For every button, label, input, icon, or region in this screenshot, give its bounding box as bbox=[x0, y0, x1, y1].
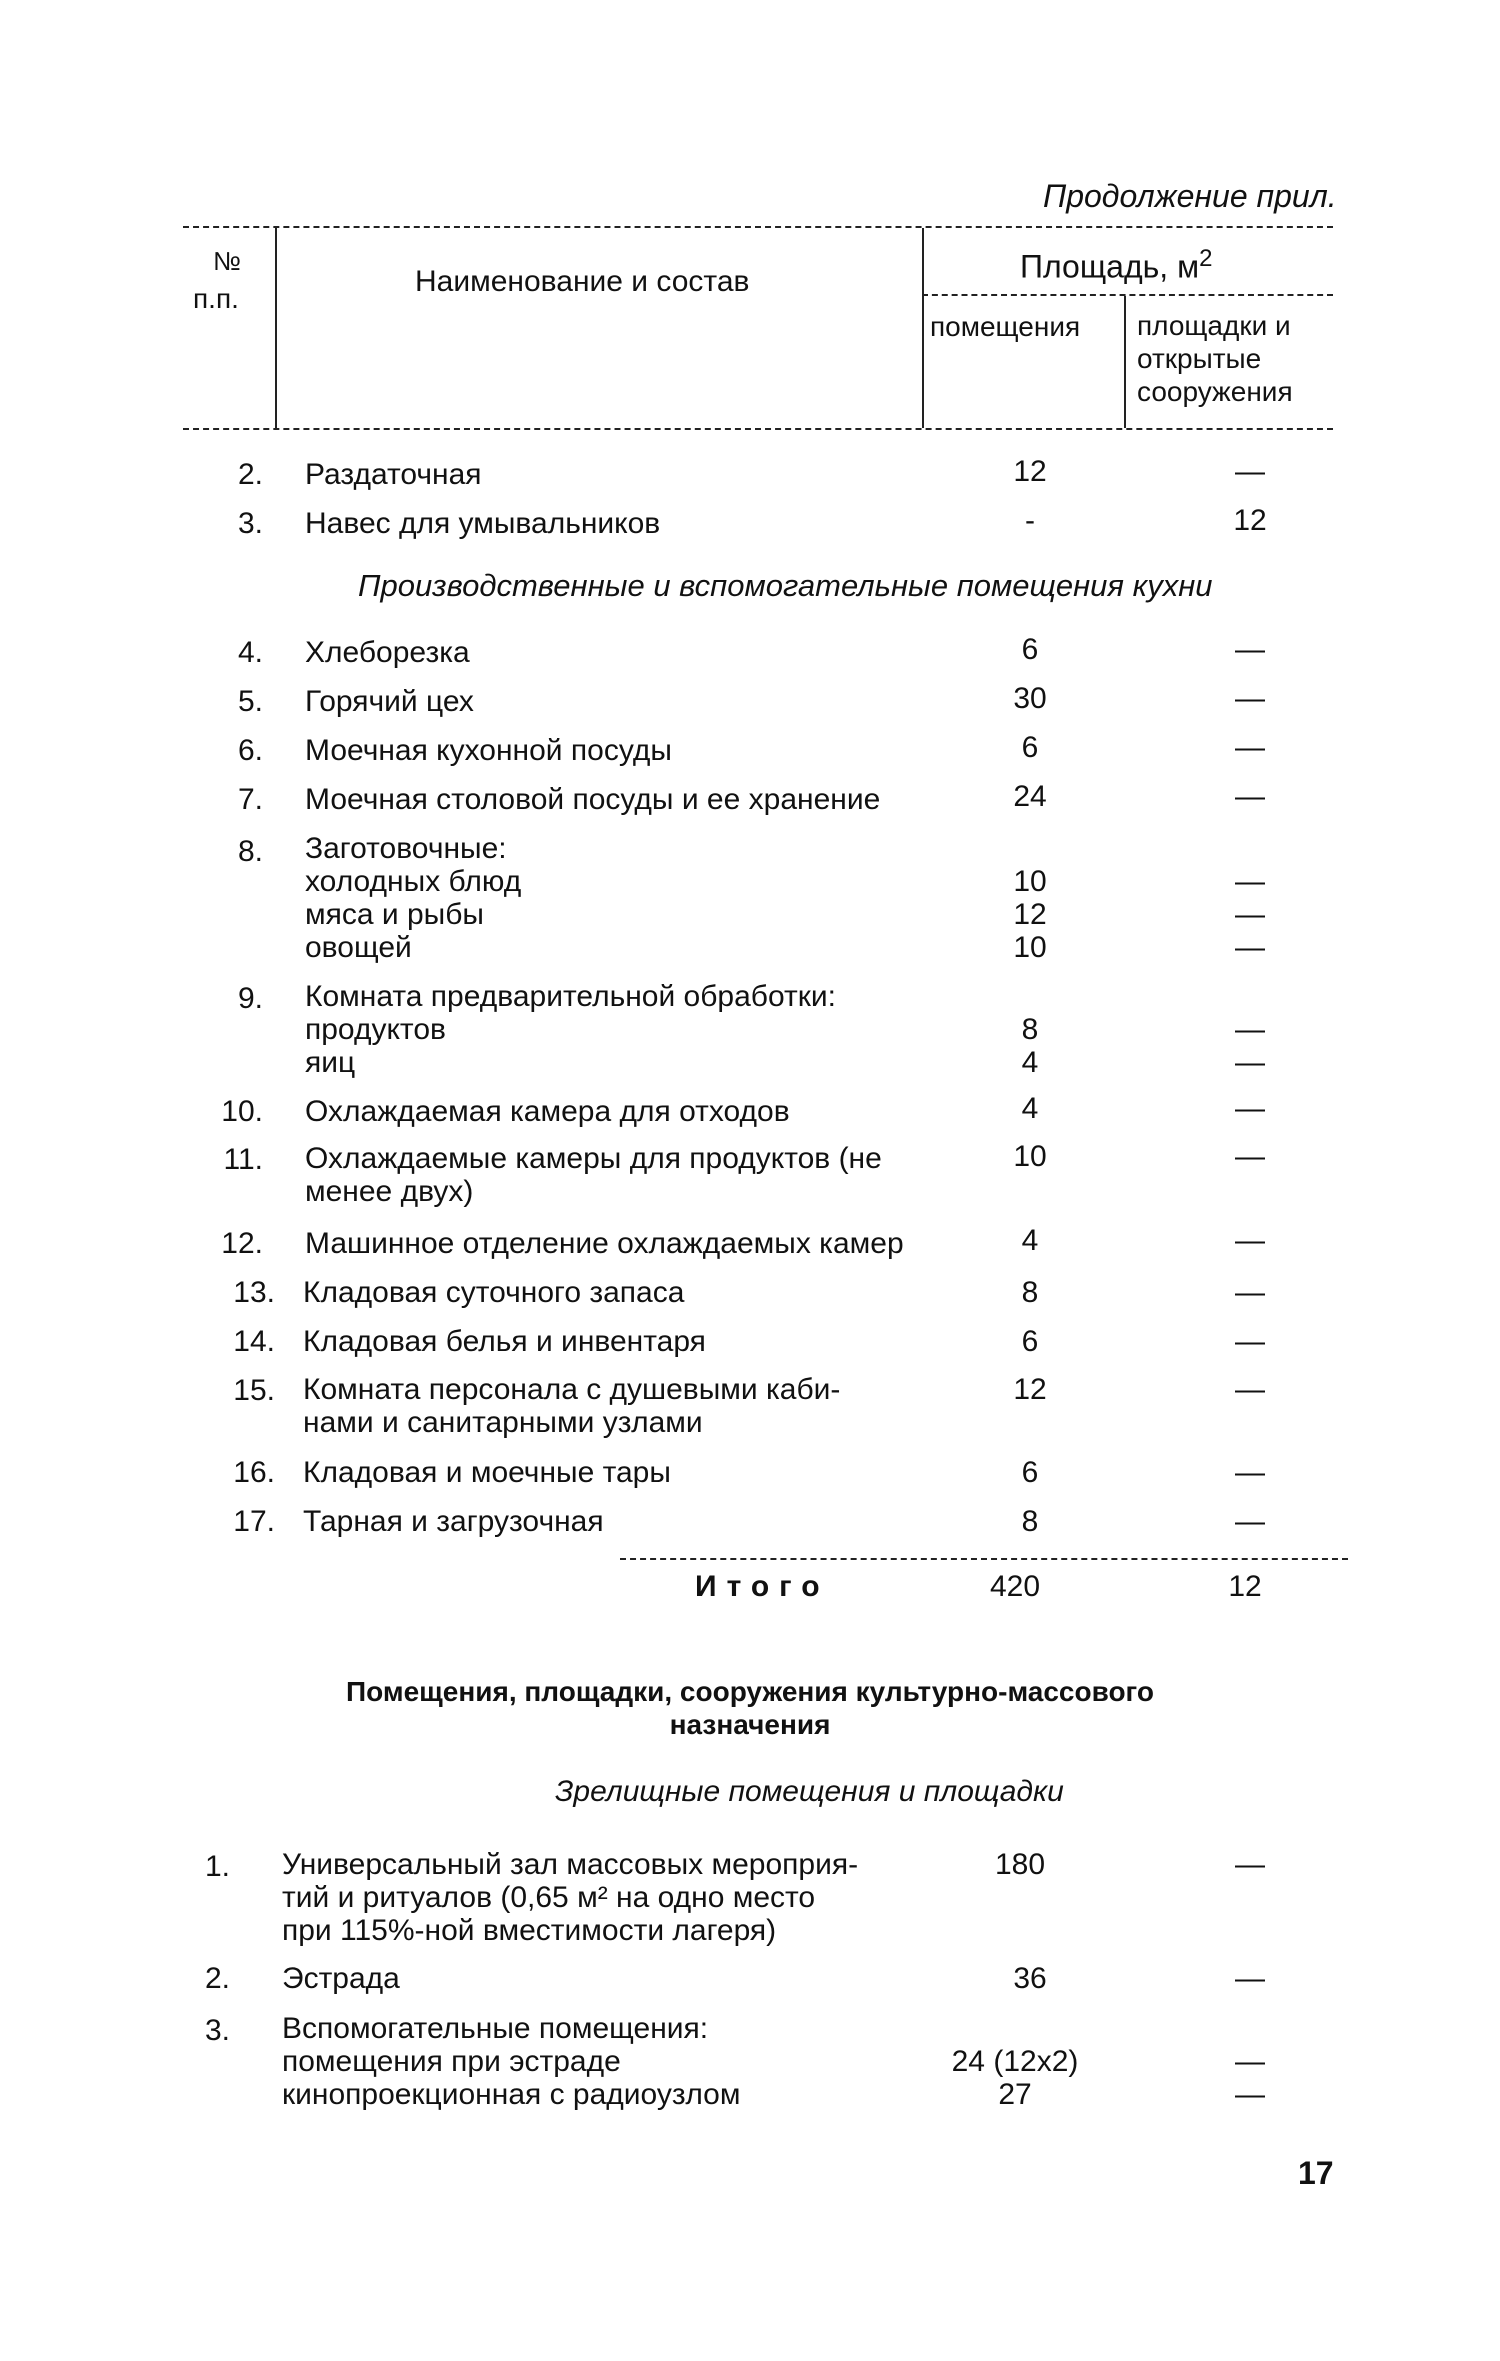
row-area-open: 12 bbox=[1233, 504, 1267, 537]
row-area-open-line: — bbox=[1235, 1373, 1265, 1406]
row-area-rooms: 6 bbox=[1021, 731, 1039, 764]
row-area-open-line bbox=[1210, 832, 1290, 865]
row-name-line: нами и санитарными узлами bbox=[303, 1406, 703, 1439]
row-name: Охлаждаемая камера для отходов bbox=[305, 1095, 790, 1128]
row-area-open: — bbox=[1235, 1325, 1265, 1358]
header-open-line1: площадки и bbox=[1137, 310, 1291, 341]
row-number: 14. bbox=[233, 1325, 275, 1358]
row-name bbox=[305, 1142, 882, 1208]
row-name: Эстрада bbox=[282, 1962, 400, 1995]
row-name bbox=[305, 832, 521, 964]
row-area-open-line: — bbox=[1235, 865, 1265, 898]
row-area-open-line bbox=[1210, 980, 1290, 1013]
row-area-open: — bbox=[1235, 1092, 1265, 1125]
row-area-rooms: 6 bbox=[1021, 633, 1039, 666]
row-name bbox=[303, 1373, 840, 1439]
row-name-line: Вспомогательные помещения: bbox=[282, 2012, 709, 2045]
row-area-rooms-line bbox=[920, 2012, 1110, 2045]
header-rooms: помещения bbox=[930, 311, 1081, 342]
row-number: 15. bbox=[233, 1374, 275, 1407]
row-area-rooms-line bbox=[945, 1881, 1095, 1914]
row-area-rooms-line: 12 bbox=[1013, 898, 1047, 931]
row-name: Тарная и загрузочная bbox=[303, 1505, 604, 1538]
row-area-rooms-line bbox=[945, 1914, 1095, 1947]
row-area-open: — bbox=[1235, 1962, 1265, 1995]
row-area-open: — bbox=[1235, 1505, 1265, 1538]
row-name-line: продуктов bbox=[305, 1013, 446, 1046]
header-open-line2: открытые bbox=[1137, 343, 1262, 374]
row-area-rooms-line: 10 bbox=[1013, 865, 1047, 898]
row-area-rooms: 30 bbox=[1013, 682, 1047, 715]
row-number: 6. bbox=[237, 734, 263, 767]
row-name-line: яиц bbox=[305, 1046, 356, 1079]
row-area-rooms-line bbox=[955, 1406, 1105, 1439]
row-area-rooms-line bbox=[955, 832, 1105, 865]
row-area-rooms: 4 bbox=[1021, 1092, 1039, 1125]
col-divider-3 bbox=[1124, 296, 1126, 428]
row-name: Моечная кухонной посуды bbox=[305, 734, 672, 767]
row-name-line: мяса и рыбы bbox=[305, 898, 484, 931]
area-subheader-rule bbox=[922, 294, 1333, 296]
row-name bbox=[305, 980, 836, 1079]
row-number: 17. bbox=[233, 1505, 275, 1538]
row-area-rooms: 12 bbox=[1013, 455, 1047, 488]
row-area-open-line: — bbox=[1235, 931, 1265, 964]
row-area-rooms: 6 bbox=[1021, 1456, 1039, 1489]
row-area-open-line: — bbox=[1235, 898, 1265, 931]
total-area-open: 12 bbox=[1228, 1570, 1262, 1603]
row-name: Машинное отделение охлаждаемых камер bbox=[305, 1227, 904, 1260]
row-number: 3. bbox=[237, 507, 263, 540]
row-area-open-line bbox=[1210, 1406, 1290, 1439]
row-area-open: — bbox=[1235, 1224, 1265, 1257]
row-area-rooms-line: 10 bbox=[1013, 1140, 1047, 1173]
row-number: 11. bbox=[223, 1143, 263, 1176]
row-area-open-line bbox=[1210, 1881, 1290, 1914]
row-area-open-line: — bbox=[1235, 2045, 1265, 2078]
col-divider-2 bbox=[922, 228, 924, 428]
row-name-line: тий и ритуалов (0,65 м² на одно место bbox=[282, 1881, 816, 1914]
row-area-open-line: — bbox=[1235, 1140, 1265, 1173]
row-number: 7. bbox=[237, 783, 263, 816]
row-area-open: — bbox=[1235, 633, 1265, 666]
section-title-entertainment: Зрелищные помещения и площадки bbox=[555, 1775, 1064, 1808]
row-name: Раздаточная bbox=[305, 458, 482, 491]
row-number: 2. bbox=[204, 1962, 230, 1995]
row-area-open: — bbox=[1235, 731, 1265, 764]
header-area-sup: 2 bbox=[1199, 245, 1213, 272]
row-name-line: овощей bbox=[305, 931, 412, 964]
row-area-rooms: - bbox=[1025, 504, 1035, 537]
row-area-open-line: — bbox=[1235, 1013, 1265, 1046]
row-area-open: — bbox=[1235, 682, 1265, 715]
header-open bbox=[1137, 309, 1293, 408]
row-name: Моечная столовой посуды и ее хранение bbox=[305, 783, 881, 816]
row-name-line: кинопроекционная с радиоузлом bbox=[282, 2078, 741, 2111]
row-area-rooms-line: 10 bbox=[1013, 931, 1047, 964]
row-area-open bbox=[1210, 1848, 1290, 1947]
row-area-rooms: 8 bbox=[1021, 1505, 1039, 1538]
row-number: 9. bbox=[237, 982, 263, 1015]
row-area-open-line: — bbox=[1235, 1046, 1265, 1079]
section-title-kitchen: Производственные и вспомогательные помещения кухни bbox=[358, 568, 1213, 603]
row-area-open: — bbox=[1235, 455, 1265, 488]
row-area-open-line bbox=[1210, 1914, 1290, 1947]
section-heading-culture bbox=[0, 1675, 1500, 1741]
row-area-open: — bbox=[1235, 780, 1265, 813]
row-area-rooms bbox=[955, 832, 1105, 964]
row-area-rooms-line: 12 bbox=[1013, 1373, 1047, 1406]
row-area-open: — bbox=[1235, 1276, 1265, 1309]
row-area-rooms: 24 bbox=[1013, 780, 1047, 813]
page-number: 17 bbox=[1298, 2155, 1334, 2191]
row-area-rooms bbox=[955, 1373, 1105, 1439]
row-area-open-line: — bbox=[1235, 1848, 1265, 1881]
total-area-rooms: 420 bbox=[989, 1570, 1041, 1603]
row-number: 16. bbox=[233, 1456, 275, 1489]
header-number-symbol: № bbox=[213, 246, 241, 276]
row-area-rooms-line: 4 bbox=[1021, 1046, 1039, 1079]
row-name: Горячий цех bbox=[305, 685, 474, 718]
row-number: 3. bbox=[204, 2014, 230, 2047]
row-area-open-line: — bbox=[1235, 2078, 1265, 2111]
header-area-label: Площадь, м bbox=[1020, 248, 1200, 285]
row-number: 1. bbox=[204, 1850, 230, 1883]
row-area-rooms: 36 bbox=[1013, 1962, 1047, 1995]
row-name-line: Комната предварительной обработки: bbox=[305, 980, 836, 1013]
row-area-open: — bbox=[1235, 1456, 1265, 1489]
row-area-rooms bbox=[955, 1140, 1105, 1206]
header-number-abbr: п.п. bbox=[193, 283, 239, 314]
row-name-line: при 115%-ной вместимости лагеря) bbox=[282, 1914, 777, 1947]
row-area-rooms-line bbox=[955, 1173, 1105, 1206]
row-name-line: Охлаждаемые камеры для продуктов (не bbox=[305, 1142, 882, 1175]
header-area bbox=[1020, 245, 1212, 286]
row-name-line: Заготовочные: bbox=[305, 832, 507, 865]
row-name: Кладовая и моечные тары bbox=[303, 1456, 671, 1489]
row-area-rooms: 4 bbox=[1021, 1224, 1039, 1257]
row-area-rooms-line bbox=[955, 980, 1105, 1013]
row-area-rooms-line: 24 (12x2) bbox=[951, 2045, 1079, 2078]
section-heading-line1: Помещения, площадки, сооружения культурно-массового bbox=[346, 1676, 1154, 1707]
total-label: Итого bbox=[695, 1570, 830, 1603]
row-area-open bbox=[1210, 1373, 1290, 1439]
row-area-rooms: 6 bbox=[1021, 1325, 1039, 1358]
row-area-rooms bbox=[945, 1848, 1095, 1947]
header-open-line3: сооружения bbox=[1137, 376, 1293, 407]
header-name: Наименование и состав bbox=[415, 265, 750, 298]
row-area-rooms-line: 27 bbox=[998, 2078, 1032, 2111]
section-heading-line2: назначения bbox=[669, 1709, 831, 1740]
row-number: 8. bbox=[237, 835, 263, 868]
row-area-open bbox=[1210, 832, 1290, 964]
row-name: Хлеборезка bbox=[305, 636, 470, 669]
row-name-line: помещения при эстраде bbox=[282, 2045, 621, 2078]
row-area-rooms bbox=[955, 980, 1105, 1079]
row-area-open-line bbox=[1210, 1173, 1290, 1206]
row-number: 5. bbox=[237, 685, 263, 718]
row-area-open bbox=[1210, 2012, 1290, 2111]
col-divider-1 bbox=[275, 228, 277, 428]
total-rule bbox=[620, 1558, 1348, 1560]
row-name-line: холодных блюд bbox=[305, 865, 522, 898]
row-area-rooms bbox=[920, 2012, 1110, 2111]
row-name-line: Универсальный зал массовых мероприя- bbox=[282, 1848, 859, 1881]
row-name bbox=[282, 2012, 740, 2111]
row-area-rooms-line: 180 bbox=[994, 1848, 1046, 1881]
row-number: 12. bbox=[221, 1227, 263, 1260]
row-name: Кладовая белья и инвентаря bbox=[303, 1325, 706, 1358]
row-name-line: менее двух) bbox=[305, 1175, 474, 1208]
row-area-open bbox=[1210, 980, 1290, 1079]
row-area-open-line bbox=[1210, 2012, 1290, 2045]
row-number: 10. bbox=[221, 1095, 263, 1128]
row-area-rooms-line: 8 bbox=[1021, 1013, 1039, 1046]
row-number: 4. bbox=[237, 636, 263, 669]
table-top-rule bbox=[183, 226, 1333, 228]
row-name: Навес для умывальников bbox=[305, 507, 661, 540]
row-name-line: Комната персонала с душевыми каби- bbox=[303, 1373, 841, 1406]
row-area-rooms: 8 bbox=[1021, 1276, 1039, 1309]
row-name: Кладовая суточного запаса bbox=[303, 1276, 685, 1309]
row-number: 13. bbox=[233, 1276, 275, 1309]
table-header-bottom-rule bbox=[183, 428, 1333, 430]
continuation-label: Продолжение прил. bbox=[1043, 178, 1337, 214]
row-number: 2. bbox=[237, 458, 263, 491]
row-name bbox=[282, 1848, 858, 1947]
row-area-open bbox=[1210, 1140, 1290, 1206]
